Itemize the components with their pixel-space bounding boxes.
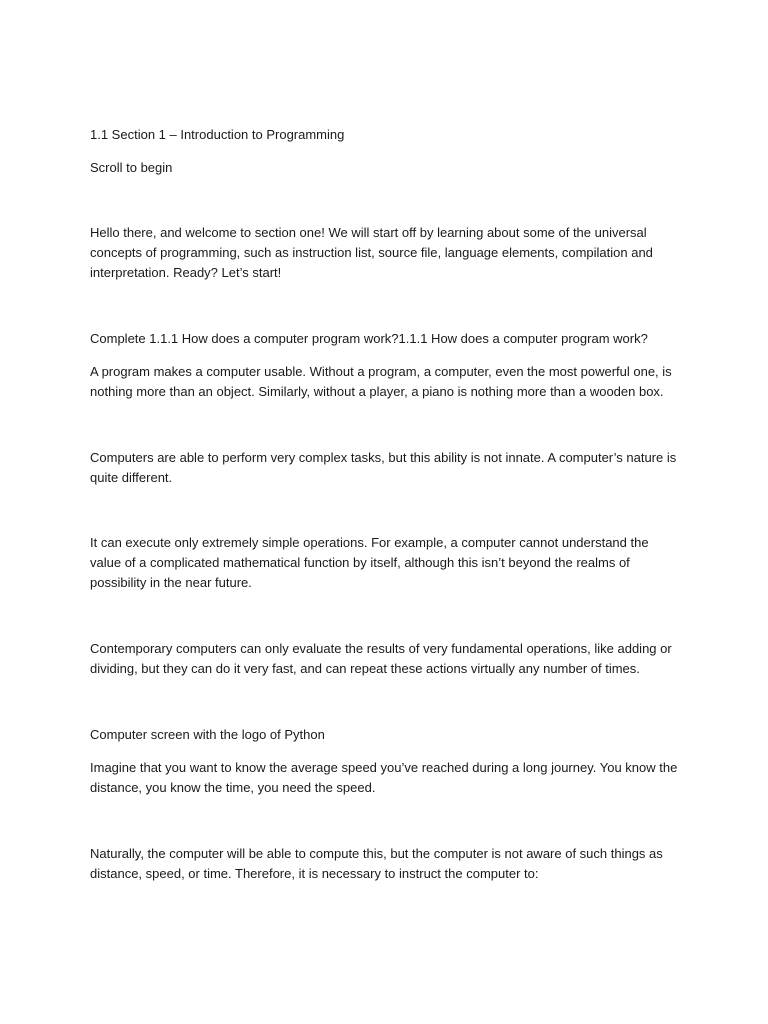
- paragraph-average-speed: Imagine that you want to know the average speed you’ve reached during a long journey. You know the distance, you know the time, you need the speed.: [90, 760, 678, 795]
- paragraph-simple-operations: It can execute only extremely simple operations. For example, a computer cannot understand the value of a complicated mathematical function by itself, although this isn’t beyond the realms of possibility in the near future.: [90, 535, 649, 590]
- image-caption: Computer screen with the logo of Python: [90, 727, 325, 742]
- section-title: 1.1 Section 1 – Introduction to Programming: [90, 127, 345, 142]
- paragraph-complex-tasks: Computers are able to perform very complex tasks, but this ability is not innate. A computer’s nature is quite different.: [90, 450, 677, 485]
- scroll-hint: Scroll to begin: [90, 160, 173, 175]
- subsection-heading: Complete 1.1.1 How does a computer program work?1.1.1 How does a computer program work?: [90, 331, 648, 346]
- intro-paragraph: Hello there, and welcome to section one! We will start off by learning about some of the universal concepts of programming, such as instruction list, source file, language elements, compilation and interpretation. Ready? Let’s start!: [90, 225, 653, 280]
- paragraph-instruct-computer: Naturally, the computer will be able to compute this, but the computer is not aware of such things as distance, speed, or time. Therefore, it is necessary to instruct the computer to:: [90, 846, 663, 881]
- paragraph-program-usable: A program makes a computer usable. Without a program, a computer, even the most powerful one, is nothing more than an object. Similarly, without a player, a piano is nothing more than a wooden box.: [90, 364, 672, 399]
- paragraph-contemporary-computers: Contemporary computers can only evaluate the results of very fundamental operations, like adding or dividing, but they can do it very fast, and can repeat these actions virtually any number of times.: [90, 641, 672, 676]
